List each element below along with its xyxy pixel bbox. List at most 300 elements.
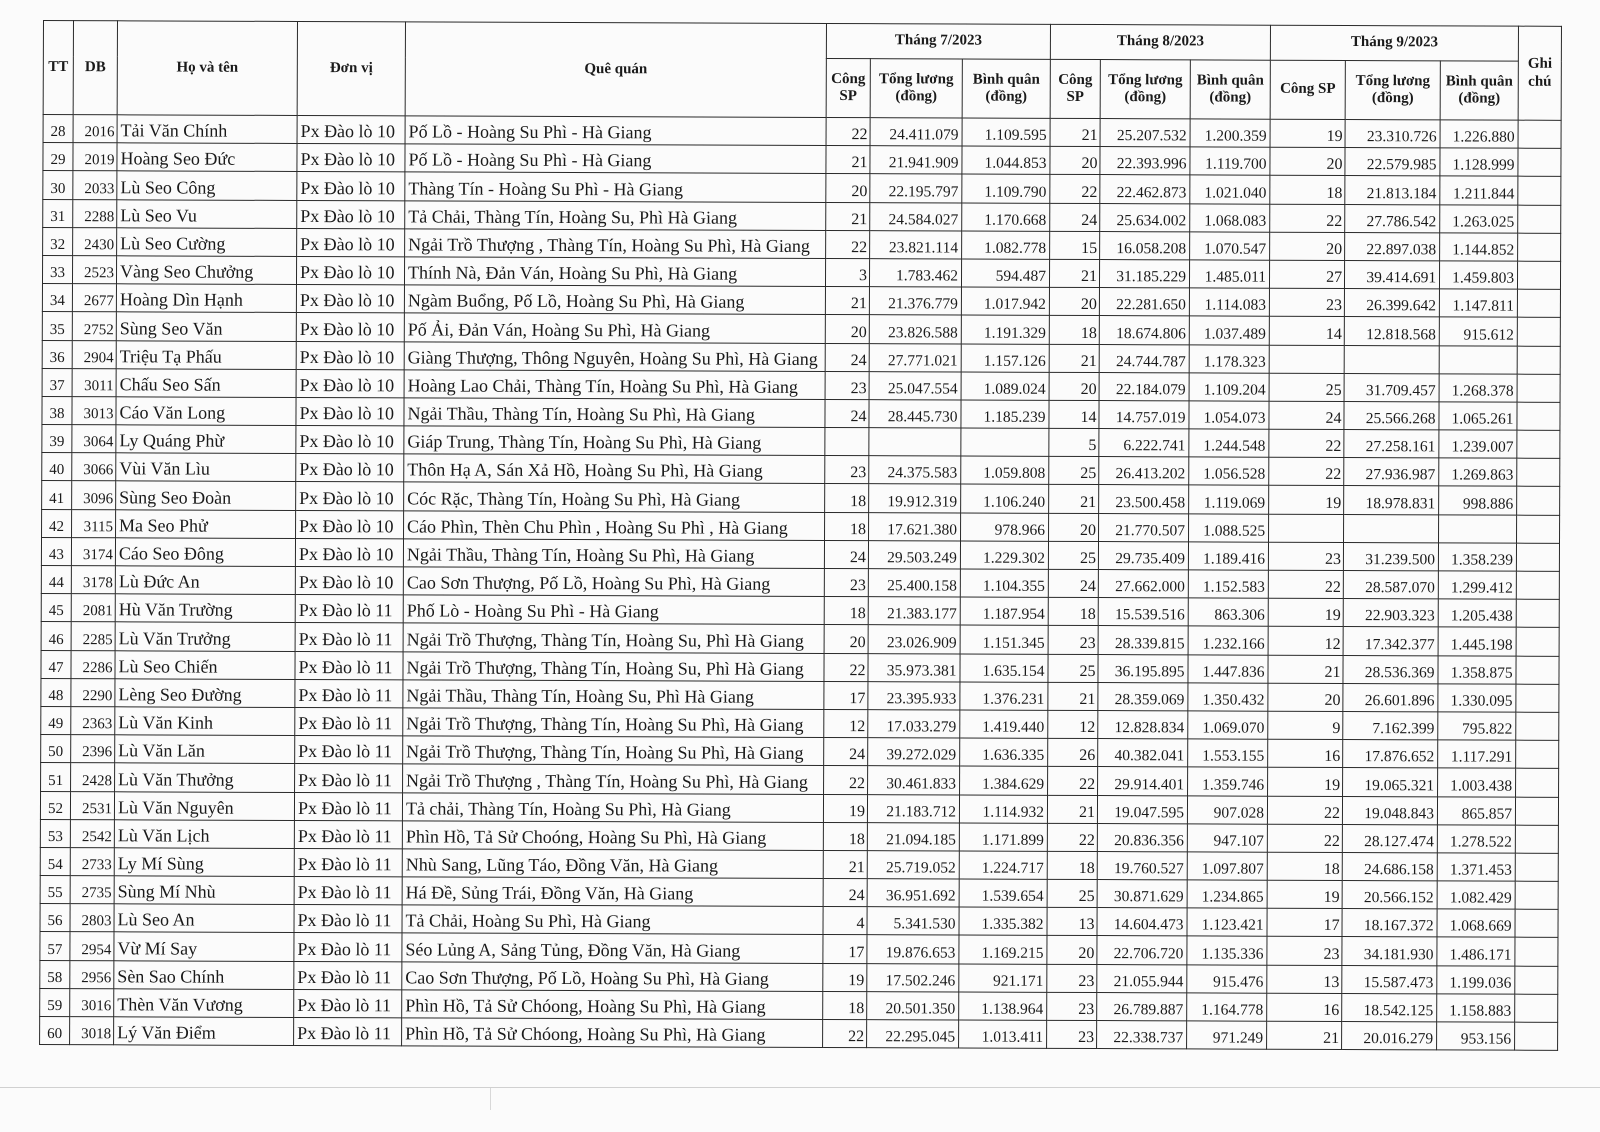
row-m9-cong-sp: 27 xyxy=(1270,260,1345,288)
row-m9-cong-sp: 20 xyxy=(1270,147,1345,175)
row-m8-cong-sp: 18 xyxy=(1047,851,1097,879)
row-db: 2542 xyxy=(70,819,114,847)
row-note xyxy=(1516,571,1559,599)
row-m8-cong-sp: 20 xyxy=(1049,513,1099,541)
row-m9-tong-luong: 19.048.843 xyxy=(1342,796,1437,825)
row-hometown: Séo Lủng A, Sảng Tủng, Đồng Văn, Hà Giang xyxy=(402,933,823,963)
row-m8-binh-quan: 1.056.528 xyxy=(1189,457,1269,485)
row-hometown: Nhù Sang, Lũng Táo, Đồng Văn, Hà Giang xyxy=(402,849,823,879)
row-m9-binh-quan: 1.269.863 xyxy=(1439,458,1517,486)
row-m8-binh-quan: 1.350.432 xyxy=(1188,683,1268,711)
row-m8-tong-luong: 22.462.873 xyxy=(1100,175,1190,204)
row-tt: 31 xyxy=(43,199,73,227)
row-m7-tong-luong: 23.026.909 xyxy=(868,625,960,654)
row-db: 2286 xyxy=(71,650,115,678)
row-tt: 47 xyxy=(41,650,71,678)
row-m9-cong-sp: 24 xyxy=(1269,401,1344,429)
row-m9-tong-luong: 20.016.279 xyxy=(1342,1021,1437,1050)
row-m8-binh-quan: 1.164.778 xyxy=(1187,993,1267,1021)
row-m9-tong-luong: 20.566.152 xyxy=(1342,881,1437,910)
row-tt: 40 xyxy=(42,453,72,481)
row-m9-binh-quan: 1.128.999 xyxy=(1440,148,1518,176)
row-m7-binh-quan: 1.104.355 xyxy=(960,569,1048,598)
row-db: 3016 xyxy=(70,988,114,1016)
row-tt: 53 xyxy=(40,819,70,847)
row-note xyxy=(1515,909,1558,937)
row-db: 2016 xyxy=(73,115,117,143)
row-m9-cong-sp: 18 xyxy=(1270,176,1345,204)
row-hometown: Pố Lồ - Hoàng Su Phì - Hà Giang xyxy=(405,116,826,146)
row-unit: Px Đào lò 10 xyxy=(297,172,405,201)
row-m8-binh-quan: 947.107 xyxy=(1187,824,1267,852)
row-m9-binh-quan: 1.278.522 xyxy=(1437,825,1515,853)
row-m8-cong-sp: 21 xyxy=(1049,344,1099,372)
row-m8-tong-luong: 18.674.806 xyxy=(1099,316,1189,345)
row-m8-tong-luong: 28.339.815 xyxy=(1098,626,1188,655)
row-m7-tong-luong: 23.826.588 xyxy=(869,315,961,344)
row-note xyxy=(1516,543,1559,571)
row-db: 2428 xyxy=(71,763,115,791)
row-note xyxy=(1517,515,1560,543)
row-m8-tong-luong: 22.184.079 xyxy=(1099,372,1189,401)
row-name: Vừ Mí Say xyxy=(114,932,294,961)
row-m7-cong-sp: 24 xyxy=(825,399,869,427)
header-unit: Đơn vị xyxy=(297,21,405,115)
row-m8-cong-sp: 24 xyxy=(1050,203,1100,231)
row-unit: Px Đào lò 11 xyxy=(294,877,402,906)
row-m8-cong-sp: 5 xyxy=(1049,428,1099,456)
row-hometown: Ngải Trồ Thượng , Thàng Tín, Hoàng Su Phì, Hà Giang xyxy=(405,229,826,259)
row-m8-cong-sp: 12 xyxy=(1048,710,1098,738)
row-m8-tong-luong: 22.338.737 xyxy=(1097,1021,1187,1050)
row-m7-binh-quan xyxy=(961,428,1049,457)
row-m9-cong-sp: 22 xyxy=(1269,457,1344,485)
row-note xyxy=(1517,487,1560,515)
row-hometown: Há Đề, Sủng Trái, Đồng Văn, Hà Giang xyxy=(402,877,823,907)
row-m7-binh-quan: 1.170.668 xyxy=(962,203,1050,232)
row-m9-tong-luong: 28.587.070 xyxy=(1343,570,1438,599)
row-name: Tải Văn Chính xyxy=(117,115,297,144)
row-m7-tong-luong: 24.584.027 xyxy=(870,202,962,231)
row-m9-binh-quan: 795.822 xyxy=(1438,712,1516,740)
row-unit: Px Đào lò 10 xyxy=(297,115,405,144)
row-m7-cong-sp: 3 xyxy=(825,258,869,286)
row-m8-cong-sp: 21 xyxy=(1049,485,1099,513)
row-note xyxy=(1517,458,1560,486)
header-m7-binh-quan: Bình quân (đồng) xyxy=(962,59,1050,118)
row-m8-cong-sp: 15 xyxy=(1050,231,1100,259)
row-m8-tong-luong: 20.836.356 xyxy=(1097,823,1187,852)
row-tt: 48 xyxy=(41,678,71,706)
row-m8-tong-luong: 22.393.996 xyxy=(1100,147,1190,176)
header-m8-cong-sp: Công SP xyxy=(1050,59,1100,118)
row-m8-binh-quan: 1.088.525 xyxy=(1189,514,1269,542)
row-unit: Px Đào lò 11 xyxy=(294,820,402,849)
row-m9-binh-quan: 1.263.025 xyxy=(1440,204,1518,232)
row-m7-cong-sp: 21 xyxy=(826,202,870,230)
header-m8-tong-luong: Tổng lương (đồng) xyxy=(1100,60,1190,119)
row-m7-binh-quan: 1.089.024 xyxy=(961,372,1049,401)
row-m7-binh-quan: 1.185.239 xyxy=(961,400,1049,429)
row-m7-tong-luong: 21.376.779 xyxy=(869,287,961,316)
row-m9-cong-sp: 23 xyxy=(1269,288,1344,316)
row-tt: 56 xyxy=(40,904,70,932)
row-m9-tong-luong: 26.399.642 xyxy=(1344,289,1439,318)
row-name: Sèn Sao Chính xyxy=(114,960,294,989)
header-db: DB xyxy=(73,21,117,115)
row-m8-cong-sp: 18 xyxy=(1048,598,1098,626)
row-hometown: Ngải Thầu, Thàng Tín, Hoàng Su Phì, Hà Giang xyxy=(404,398,825,428)
row-note xyxy=(1515,853,1558,881)
row-name: Cáo Seo Đông xyxy=(115,538,295,567)
header-m8-binh-quan: Bình quân (đồng) xyxy=(1190,60,1270,119)
row-m7-cong-sp: 22 xyxy=(824,766,868,794)
row-m9-binh-quan: 1.205.438 xyxy=(1438,599,1516,627)
row-hometown: Phố Lò - Hoàng Su Phì - Hà Giang xyxy=(403,595,824,625)
row-m8-tong-luong: 24.744.787 xyxy=(1099,344,1189,373)
row-m7-tong-luong: 22.295.045 xyxy=(867,1020,959,1049)
row-m9-cong-sp: 19 xyxy=(1268,598,1343,626)
row-note xyxy=(1517,346,1560,374)
row-unit: Px Đào lò 11 xyxy=(294,961,402,990)
row-m9-cong-sp: 19 xyxy=(1269,486,1344,514)
row-db: 2285 xyxy=(71,622,115,650)
row-name: Lù Seo Vu xyxy=(117,199,297,228)
row-m7-binh-quan: 1.335.382 xyxy=(959,907,1047,936)
row-db: 3174 xyxy=(71,537,115,565)
row-tt: 54 xyxy=(40,847,70,875)
row-m8-tong-luong: 31.185.229 xyxy=(1100,259,1190,288)
row-m9-cong-sp: 19 xyxy=(1268,768,1343,796)
row-m8-binh-quan: 1.037.489 xyxy=(1189,316,1269,344)
row-m9-tong-luong: 28.127.474 xyxy=(1342,824,1437,853)
header-m9-binh-quan: Bình quân (đồng) xyxy=(1440,61,1518,120)
row-m9-tong-luong: 24.686.158 xyxy=(1342,852,1437,881)
row-hometown: Thôn Hạ A, Sán Xả Hồ, Hoàng Su Phì, Hà Giang xyxy=(404,454,825,484)
row-m9-cong-sp: 21 xyxy=(1267,1021,1342,1049)
row-m8-tong-luong: 23.500.458 xyxy=(1099,485,1189,514)
row-db: 2531 xyxy=(70,791,114,819)
row-name: Lù Seo Cường xyxy=(117,228,297,257)
row-name: Lù Seo Công xyxy=(117,171,297,200)
row-m8-binh-quan: 1.135.336 xyxy=(1187,936,1267,964)
row-m9-tong-luong: 31.239.500 xyxy=(1343,542,1438,571)
row-m7-tong-luong: 36.951.692 xyxy=(867,879,959,908)
row-m7-cong-sp xyxy=(825,428,869,456)
row-unit: Px Đào lò 10 xyxy=(296,510,404,539)
row-db: 3011 xyxy=(72,368,116,396)
row-m9-binh-quan: 1.199.036 xyxy=(1437,965,1515,993)
row-db: 2735 xyxy=(70,876,114,904)
row-m9-tong-luong: 18.542.125 xyxy=(1342,993,1437,1022)
row-m7-tong-luong: 30.461.833 xyxy=(868,766,960,795)
row-m7-tong-luong: 24.375.583 xyxy=(869,456,961,485)
row-m7-cong-sp: 4 xyxy=(823,907,867,935)
row-tt: 43 xyxy=(41,537,71,565)
row-note xyxy=(1517,402,1560,430)
row-tt: 41 xyxy=(42,481,72,509)
row-m8-tong-luong: 19.047.595 xyxy=(1097,795,1187,824)
row-name: Lý Văn Điểm xyxy=(114,1017,294,1046)
row-name: Vùi Văn Lìu xyxy=(116,453,296,482)
row-m9-cong-sp: 22 xyxy=(1269,429,1344,457)
row-db: 2956 xyxy=(70,960,114,988)
row-m9-binh-quan: 1.459.803 xyxy=(1440,261,1518,289)
row-m9-tong-luong: 15.587.473 xyxy=(1342,965,1437,994)
row-unit: Px Đào lò 10 xyxy=(296,454,404,483)
scan-mark xyxy=(490,1088,491,1110)
row-m8-cong-sp: 21 xyxy=(1050,259,1100,287)
row-name: Thèn Văn Vương xyxy=(114,989,294,1018)
row-m8-binh-quan: 863.306 xyxy=(1188,598,1268,626)
row-m7-binh-quan: 978.966 xyxy=(961,513,1049,542)
row-note xyxy=(1518,177,1561,205)
row-m7-tong-luong: 39.272.029 xyxy=(868,738,960,767)
row-m8-binh-quan: 1.178.323 xyxy=(1189,344,1269,372)
row-unit: Px Đào lò 10 xyxy=(295,538,403,567)
row-name: Chấu Seo Sấn xyxy=(116,368,296,397)
row-m8-cong-sp: 23 xyxy=(1047,992,1097,1020)
row-tt: 37 xyxy=(42,368,72,396)
row-m9-cong-sp: 19 xyxy=(1270,119,1345,147)
row-db: 2523 xyxy=(72,256,116,284)
row-m9-binh-quan xyxy=(1439,514,1517,542)
row-db: 3115 xyxy=(72,509,116,537)
row-m9-cong-sp: 23 xyxy=(1267,937,1342,965)
row-m8-cong-sp: 23 xyxy=(1047,1020,1097,1048)
row-note xyxy=(1515,966,1558,994)
row-unit: Px Đào lò 10 xyxy=(295,566,403,595)
row-tt: 39 xyxy=(42,425,72,453)
row-db: 2033 xyxy=(73,171,117,199)
row-m7-binh-quan: 1.419.440 xyxy=(960,710,1048,739)
row-unit: Px Đào lò 10 xyxy=(296,482,404,511)
row-unit: Px Đào lò 11 xyxy=(294,933,402,962)
row-m7-binh-quan: 1.169.215 xyxy=(959,935,1047,964)
salary-table xyxy=(39,20,1562,1051)
row-name: Sùng Mí Nhù xyxy=(114,876,294,905)
row-m8-tong-luong: 25.207.532 xyxy=(1100,119,1190,148)
row-m9-cong-sp: 9 xyxy=(1268,711,1343,739)
row-m9-binh-quan: 1.003.438 xyxy=(1438,768,1516,796)
row-name: Lèng Seo Đường xyxy=(115,679,295,708)
row-m7-tong-luong: 17.621.380 xyxy=(869,512,961,541)
row-m9-cong-sp: 16 xyxy=(1268,739,1343,767)
row-tt: 51 xyxy=(41,763,71,791)
row-m8-binh-quan: 1.189.416 xyxy=(1188,542,1268,570)
row-m9-binh-quan: 1.117.291 xyxy=(1438,740,1516,768)
row-m8-cong-sp: 22 xyxy=(1050,175,1100,203)
row-m8-cong-sp: 25 xyxy=(1048,654,1098,682)
row-m8-tong-luong: 26.413.202 xyxy=(1099,457,1189,486)
row-hometown: Pố Ải, Đản Ván, Hoàng Su Phì, Hà Giang xyxy=(404,313,825,343)
row-m7-binh-quan: 921.171 xyxy=(959,964,1047,993)
row-unit: Px Đào lò 11 xyxy=(294,848,402,877)
row-unit: Px Đào lò 10 xyxy=(297,228,405,257)
row-unit: Px Đào lò 11 xyxy=(295,736,403,765)
row-unit: Px Đào lò 11 xyxy=(294,1017,402,1046)
row-tt: 34 xyxy=(42,284,72,312)
row-m9-binh-quan: 1.211.844 xyxy=(1440,176,1518,204)
row-m8-tong-luong: 21.055.944 xyxy=(1097,964,1187,993)
row-name: Sùng Seo Đoàn xyxy=(116,481,296,510)
row-hometown: Phìn Hồ, Tả Sử Choóng, Hoàng Su Phì, Hà Giang xyxy=(402,821,823,851)
row-m7-tong-luong xyxy=(869,428,961,457)
row-note xyxy=(1515,994,1558,1022)
row-tt: 33 xyxy=(42,255,72,283)
row-m7-binh-quan: 1.187.954 xyxy=(960,597,1048,626)
row-m7-cong-sp: 23 xyxy=(825,456,869,484)
row-m7-binh-quan: 1.138.964 xyxy=(959,992,1047,1021)
row-db: 2803 xyxy=(70,904,114,932)
row-m7-cong-sp: 17 xyxy=(823,935,867,963)
row-unit: Px Đào lò 10 xyxy=(296,256,404,285)
row-m9-tong-luong: 19.065.321 xyxy=(1343,768,1438,797)
row-m8-tong-luong: 22.281.650 xyxy=(1099,288,1189,317)
row-m9-binh-quan: 1.082.429 xyxy=(1437,881,1515,909)
row-m9-tong-luong: 22.897.038 xyxy=(1345,232,1440,261)
row-name: Triệu Tạ Phấu xyxy=(116,340,296,369)
row-m9-tong-luong xyxy=(1344,514,1439,543)
row-m9-cong-sp: 22 xyxy=(1268,570,1343,598)
row-m8-tong-luong: 15.539.516 xyxy=(1098,598,1188,627)
row-db: 3064 xyxy=(72,425,116,453)
row-hometown: Ngải Thầu, Thàng Tín, Hoàng Su, Phì Hà Giang xyxy=(403,680,824,710)
row-m8-binh-quan: 1.232.166 xyxy=(1188,626,1268,654)
row-m7-tong-luong: 23.821.114 xyxy=(870,230,962,259)
row-tt: 59 xyxy=(40,988,70,1016)
row-m7-tong-luong: 21.094.185 xyxy=(867,822,959,851)
row-m8-binh-quan: 1.200.359 xyxy=(1190,119,1270,147)
row-note xyxy=(1516,656,1559,684)
row-m8-binh-quan: 1.123.421 xyxy=(1187,908,1267,936)
row-m7-tong-luong: 21.183.712 xyxy=(867,794,959,823)
row-m8-binh-quan: 971.249 xyxy=(1187,1021,1267,1049)
row-unit: Px Đào lò 10 xyxy=(297,200,405,229)
row-m8-binh-quan: 1.244.548 xyxy=(1189,429,1269,457)
row-m7-binh-quan: 594.487 xyxy=(961,259,1049,288)
row-hometown: Cóc Rặc, Thàng Tín, Hoàng Su Phì, Hà Giang xyxy=(404,482,825,512)
row-m9-binh-quan: 1.144.852 xyxy=(1440,233,1518,261)
row-unit: Px Đào lò 11 xyxy=(295,679,403,708)
row-name: Lù Văn Lăn xyxy=(115,735,295,764)
header-m7-cong-sp: Công SP xyxy=(826,59,870,118)
row-m9-tong-luong: 17.342.377 xyxy=(1343,627,1438,656)
row-m9-tong-luong: 18.167.372 xyxy=(1342,909,1437,938)
row-hometown: Ngải Thầu, Thàng Tín, Hoàng Su Phì, Hà Giang xyxy=(403,539,824,569)
row-m8-binh-quan: 907.028 xyxy=(1187,795,1267,823)
row-m7-binh-quan: 1.013.411 xyxy=(959,1020,1047,1049)
row-unit: Px Đào lò 10 xyxy=(296,369,404,398)
row-m7-binh-quan: 1.376.231 xyxy=(960,682,1048,711)
row-m9-binh-quan: 1.299.412 xyxy=(1438,571,1516,599)
row-m7-binh-quan: 1.539.654 xyxy=(959,879,1047,908)
row-m8-binh-quan: 1.068.083 xyxy=(1190,203,1270,231)
row-unit: Px Đào lò 11 xyxy=(295,651,403,680)
row-m8-binh-quan: 1.069.070 xyxy=(1188,711,1268,739)
row-m8-cong-sp: 25 xyxy=(1047,879,1097,907)
row-m8-cong-sp: 21 xyxy=(1048,682,1098,710)
row-m7-binh-quan: 1.017.942 xyxy=(961,287,1049,316)
row-name: Ma Seo Phử xyxy=(116,509,296,538)
row-db: 2290 xyxy=(71,678,115,706)
header-month-8: Tháng 8/2023 xyxy=(1050,24,1270,60)
row-note xyxy=(1516,740,1559,768)
row-m9-tong-luong: 22.903.323 xyxy=(1343,599,1438,628)
row-m8-cong-sp: 20 xyxy=(1049,287,1099,315)
row-m8-binh-quan: 1.021.040 xyxy=(1190,175,1270,203)
row-m7-cong-sp: 18 xyxy=(825,484,869,512)
row-name: Ly Mí Sùng xyxy=(114,848,294,877)
row-tt: 36 xyxy=(42,340,72,368)
row-m8-tong-luong: 25.634.002 xyxy=(1100,203,1190,232)
row-m7-binh-quan: 1.635.154 xyxy=(960,654,1048,683)
row-m9-cong-sp: 18 xyxy=(1267,852,1342,880)
row-m7-cong-sp: 17 xyxy=(824,681,868,709)
row-m7-binh-quan: 1.106.240 xyxy=(961,484,1049,513)
row-note xyxy=(1516,599,1559,627)
row-m7-tong-luong: 23.395.933 xyxy=(868,681,960,710)
row-m7-cong-sp: 24 xyxy=(823,879,867,907)
row-m7-binh-quan: 1.157.126 xyxy=(961,344,1049,373)
row-unit: Px Đào lò 11 xyxy=(294,989,402,1018)
row-tt: 35 xyxy=(42,312,72,340)
row-name: Lù Văn Nguyên xyxy=(114,791,294,820)
row-m9-cong-sp: 22 xyxy=(1267,824,1342,852)
row-tt: 58 xyxy=(40,960,70,988)
row-name: Hù Văn Trường xyxy=(115,594,295,623)
row-m9-binh-quan: 1.330.095 xyxy=(1438,684,1516,712)
row-m9-tong-luong: 18.978.831 xyxy=(1344,486,1439,515)
row-db: 2954 xyxy=(70,932,114,960)
row-m8-tong-luong: 28.359.069 xyxy=(1098,682,1188,711)
row-hometown: Ngải Trồ Thượng, Thàng Tín, Hoàng Su, Phì Hà Giang xyxy=(403,651,824,681)
row-m8-tong-luong: 26.789.887 xyxy=(1097,992,1187,1021)
row-m8-binh-quan: 1.114.083 xyxy=(1189,288,1269,316)
row-m9-binh-quan: 1.226.880 xyxy=(1440,120,1518,148)
row-m8-cong-sp: 22 xyxy=(1047,823,1097,851)
row-hometown: Thính Nà, Đản Ván, Hoàng Su Phì, Hà Giang xyxy=(404,257,825,287)
row-m8-binh-quan: 1.109.204 xyxy=(1189,373,1269,401)
row-name: Lù Văn Thưởng xyxy=(115,763,295,792)
row-m9-binh-quan: 953.156 xyxy=(1437,1022,1515,1050)
row-note xyxy=(1518,261,1561,289)
row-m7-cong-sp: 20 xyxy=(825,315,869,343)
row-m8-cong-sp: 23 xyxy=(1048,626,1098,654)
row-m7-tong-luong: 21.383.177 xyxy=(868,597,960,626)
row-unit: Px Đào lò 11 xyxy=(295,595,403,624)
row-m7-binh-quan: 1.191.329 xyxy=(961,315,1049,344)
row-hometown: Giáp Trung, Thàng Tín, Hoàng Su Phì, Hà Giang xyxy=(404,426,825,456)
row-m7-cong-sp: 21 xyxy=(823,850,867,878)
row-name: Ly Quáng Phừ xyxy=(116,425,296,454)
row-m9-binh-quan: 1.445.198 xyxy=(1438,627,1516,655)
row-tt: 50 xyxy=(41,735,71,763)
row-m8-binh-quan: 1.070.547 xyxy=(1190,232,1270,260)
row-db: 2904 xyxy=(72,340,116,368)
row-tt: 32 xyxy=(43,227,73,255)
row-m8-cong-sp: 21 xyxy=(1047,795,1097,823)
row-db: 2288 xyxy=(73,199,117,227)
row-m8-binh-quan: 1.152.583 xyxy=(1188,570,1268,598)
row-m9-binh-quan: 1.358.875 xyxy=(1438,655,1516,683)
row-hometown: Phìn Hồ, Tả Sử Chóong, Hoàng Su Phì, Hà Giang xyxy=(402,1018,823,1048)
row-m9-cong-sp: 22 xyxy=(1270,204,1345,232)
row-unit: Px Đào lò 11 xyxy=(295,707,403,736)
row-hometown: Tả Chải, Thàng Tín, Hoàng Su, Phì Hà Giang xyxy=(405,200,826,230)
row-m8-binh-quan: 1.447.836 xyxy=(1188,654,1268,682)
header-note: Ghi chú xyxy=(1518,26,1561,120)
